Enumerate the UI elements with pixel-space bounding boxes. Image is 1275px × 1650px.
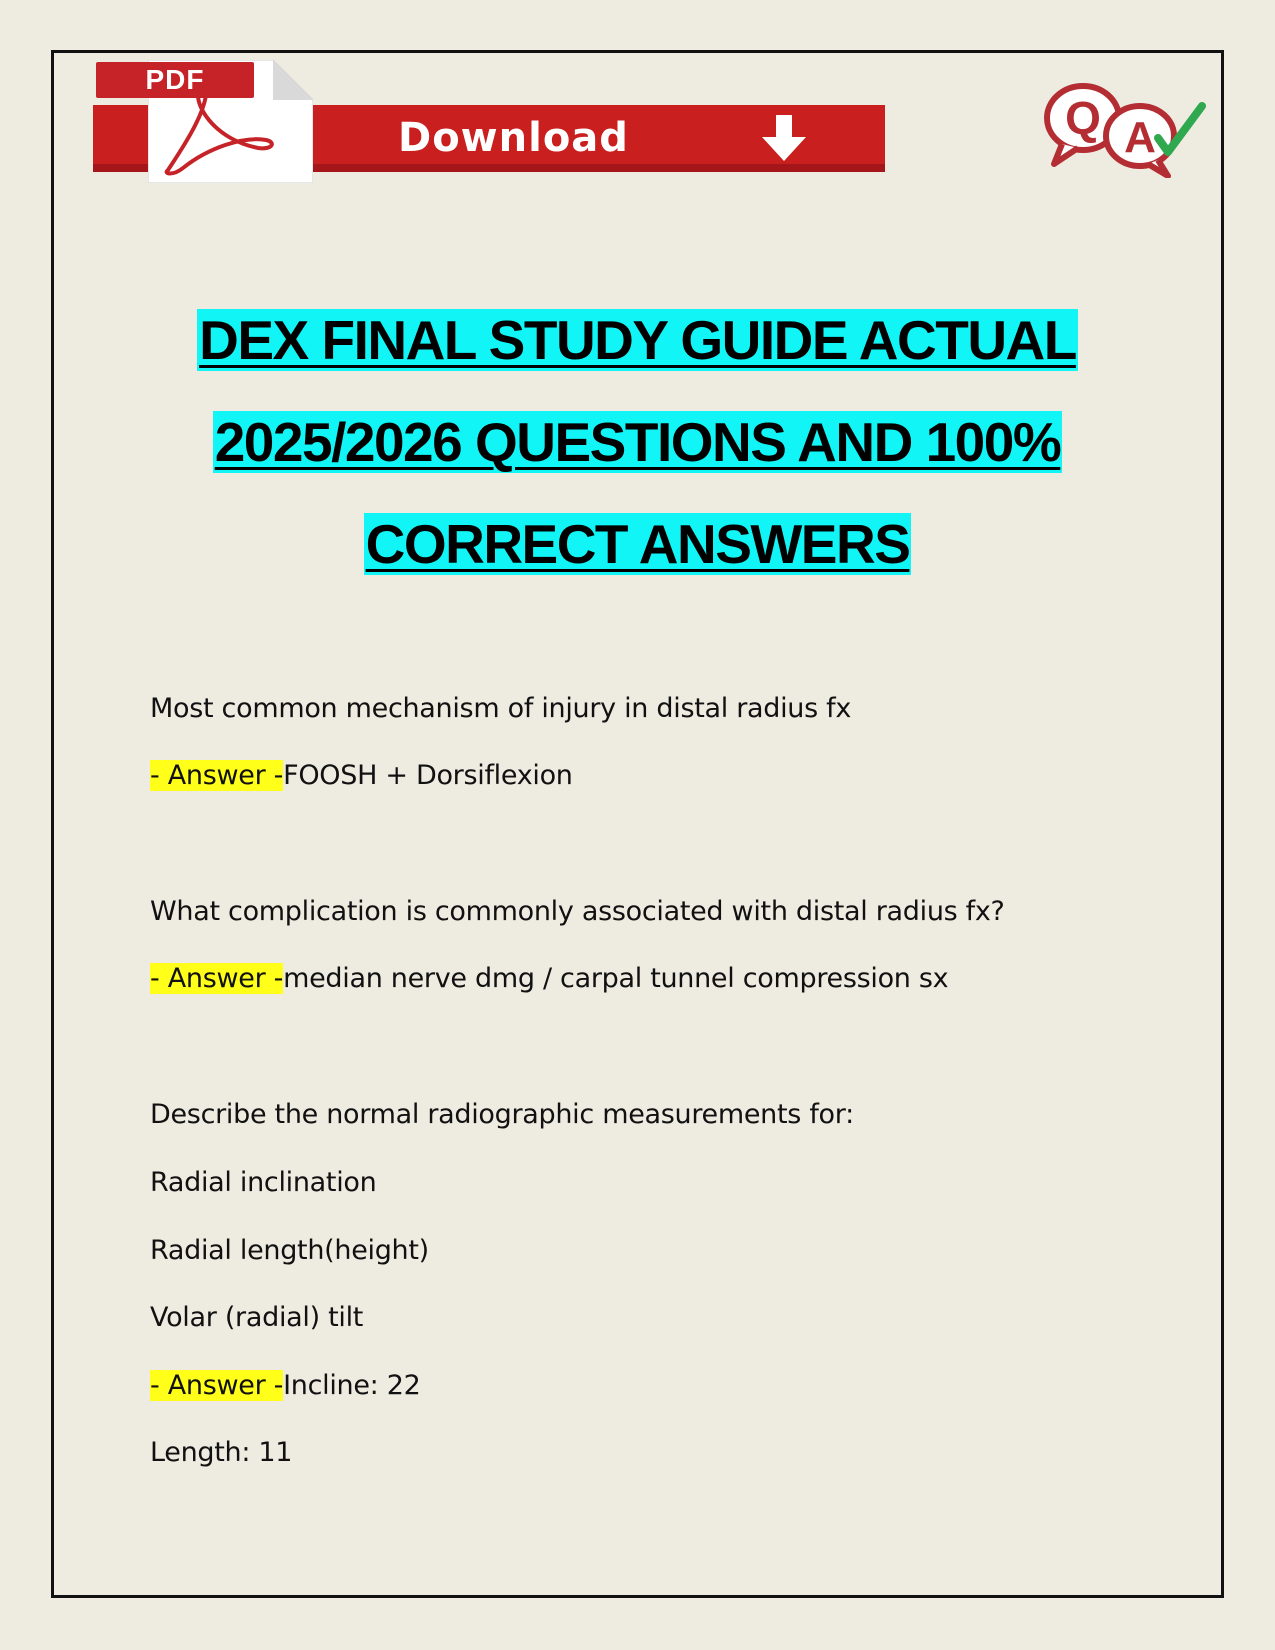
- document-title-line-2: 2025/2026 QUESTIONS AND 100%: [214, 411, 1061, 473]
- qa-logo-icon: [1040, 78, 1210, 178]
- answer-3: [150, 1370, 421, 1401]
- qa-logo-q: Q: [1065, 92, 1101, 144]
- answer-text: median nerve dmg / carpal tunnel compression sx: [283, 963, 949, 994]
- question-2: What complication is commonly associated with distal radius fx?: [150, 896, 1005, 927]
- qa-logo-a: A: [1124, 113, 1156, 162]
- document-title-line-1: DEX FINAL STUDY GUIDE ACTUAL: [199, 309, 1076, 371]
- answer-3-line-2: Length: 11: [150, 1437, 293, 1468]
- answer-prefix: - Answer -: [150, 1370, 284, 1401]
- answer-prefix: - Answer -: [150, 963, 284, 994]
- page-border: [51, 50, 1224, 1598]
- download-label[interactable]: Download: [398, 115, 629, 161]
- answer-1: [150, 760, 573, 791]
- question-3-item-3: Volar (radial) tilt: [150, 1302, 364, 1333]
- question-3-item-2: Radial length(height): [150, 1235, 429, 1266]
- answer-prefix: - Answer -: [150, 760, 284, 791]
- question-1: Most common mechanism of injury in distal radius fx: [150, 693, 852, 724]
- answer-text: FOOSH + Dorsiflexion: [283, 760, 573, 791]
- pdf-label: PDF: [96, 62, 254, 98]
- document-title-line-3: CORRECT ANSWERS: [365, 513, 910, 575]
- download-arrow-icon[interactable]: [760, 115, 808, 161]
- question-3: Describe the normal radiographic measurements for:: [150, 1099, 854, 1130]
- answer-2: [150, 963, 948, 994]
- answer-text: Incline: 22: [283, 1370, 421, 1401]
- question-3-item-1: Radial inclination: [150, 1167, 377, 1198]
